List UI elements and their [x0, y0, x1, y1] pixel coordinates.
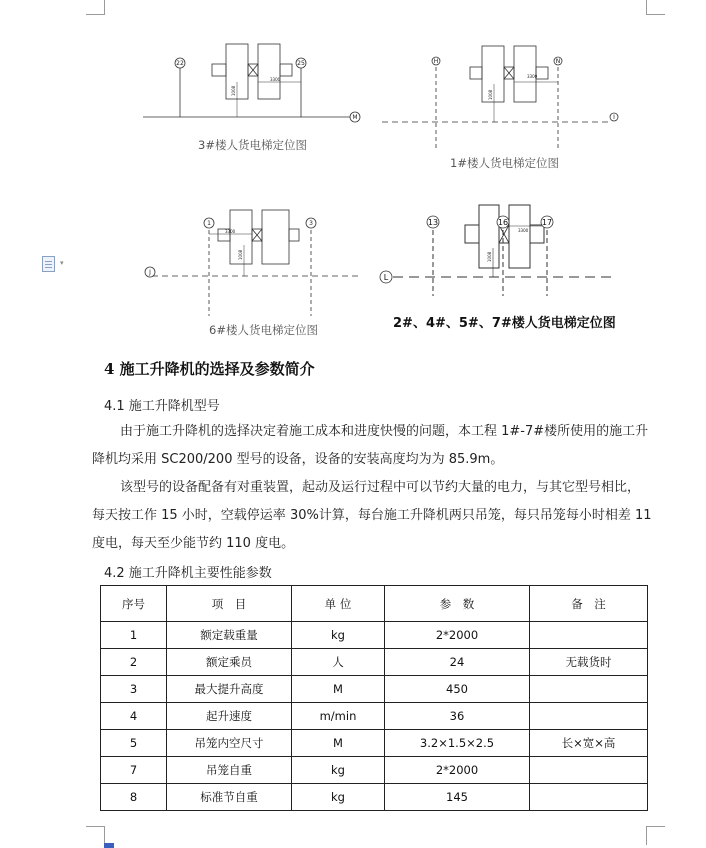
diagram-3-building — [143, 44, 352, 117]
diagram-caption: 6#楼人货电梯定位图 — [209, 323, 318, 337]
dimension-label: 1008 — [238, 249, 243, 260]
table-cell: m/min — [292, 703, 385, 730]
table-cell: 36 — [385, 703, 530, 730]
table-cell: 人 — [292, 649, 385, 676]
axis-label: M — [352, 114, 358, 121]
dimension-label: 1008 — [488, 89, 493, 100]
table-cell: 吊笼内空尺寸 — [167, 730, 292, 757]
diagram-1-building — [382, 46, 612, 150]
table-row — [101, 676, 648, 703]
axis-label: J — [149, 269, 151, 276]
cursor-marker — [104, 843, 114, 848]
table-cell: kg — [292, 622, 385, 649]
table-cell: 无载货时 — [530, 649, 648, 676]
table-cell — [530, 676, 648, 703]
table-cell: 额定载重量 — [167, 622, 292, 649]
table-cell: 2*2000 — [385, 622, 530, 649]
axis-label: 16 — [497, 218, 509, 227]
table-row — [101, 703, 648, 730]
table-cell: M — [292, 676, 385, 703]
axis-label: 1 — [207, 220, 211, 227]
table-cell: 7 — [101, 757, 167, 784]
subsection-title: 4.2 施工升降机主要性能参数 — [104, 566, 272, 581]
table-cell: 3.2×1.5×2.5 — [385, 730, 530, 757]
table-cell: 最大提升高度 — [167, 676, 292, 703]
table-cell: 额定乘员 — [167, 649, 292, 676]
dimension-label: 3300 — [527, 74, 538, 79]
column-header: 项 目 — [167, 586, 292, 622]
column-header: 参 数 — [385, 586, 530, 622]
table-cell: 145 — [385, 784, 530, 811]
table-cell: 起升速度 — [167, 703, 292, 730]
dimension-label: 1008 — [231, 85, 236, 96]
dimension-label: 1008 — [487, 251, 492, 262]
table-row — [101, 622, 648, 649]
table-cell — [530, 784, 648, 811]
diagram-caption: 3#楼人货电梯定位图 — [198, 138, 307, 152]
dimension-label: 3300 — [518, 228, 529, 233]
dimension-label: 3300 — [270, 77, 281, 82]
paragraph: 该型号的设备配备有对重装置，起动及运行过程中可以节约大量的电力，与其它型号相比，每天按工作 15 小时，空载停运率 30%计算，每台施工升降机两只吊笼，每只吊笼每小时相差 11 度电，每天至少能节约 110 度电。 — [92, 480, 652, 551]
chevron-down-icon[interactable]: ▾ — [60, 259, 64, 267]
axis-label: 22 — [176, 60, 184, 67]
table-row — [101, 730, 648, 757]
table-cell: kg — [292, 784, 385, 811]
table-cell: M — [292, 730, 385, 757]
parameters-table — [100, 585, 648, 811]
table-cell — [530, 703, 648, 730]
diagrams-svg — [0, 0, 706, 345]
table-header-row — [101, 586, 648, 622]
table-cell: 8 — [101, 784, 167, 811]
table-cell: 5 — [101, 730, 167, 757]
section-heading: 4 施工升降机的选择及参数简介 — [104, 360, 315, 378]
axis-label: L — [383, 273, 389, 282]
axis-label: 3 — [309, 220, 313, 227]
axis-label: N — [555, 58, 561, 65]
table-cell: 3 — [101, 676, 167, 703]
table-row — [101, 649, 648, 676]
table-row — [101, 757, 648, 784]
table-cell: 450 — [385, 676, 530, 703]
page-corner-mark — [86, 826, 105, 845]
axis-label: 13 — [427, 218, 439, 227]
axis-label: 17 — [541, 218, 553, 227]
table-cell: 24 — [385, 649, 530, 676]
table-cell: 吊笼自重 — [167, 757, 292, 784]
table-cell: 标准节自重 — [167, 784, 292, 811]
table-cell: 长×宽×高 — [530, 730, 648, 757]
table-cell: 2*2000 — [385, 757, 530, 784]
table-row — [101, 784, 648, 811]
table-cell — [530, 757, 648, 784]
axis-label: 25 — [297, 60, 305, 67]
table-cell: 1 — [101, 622, 167, 649]
elevator-positioning-diagrams — [0, 0, 706, 345]
subsection-title: 4.1 施工升降机型号 — [104, 399, 220, 414]
table-cell — [530, 622, 648, 649]
diagram-caption: 1#楼人货电梯定位图 — [450, 156, 559, 170]
diagram-caption: 2#、4#、5#、7#楼人货电梯定位图 — [393, 316, 616, 331]
dimension-label: 3300 — [225, 229, 236, 234]
diagram-6-building — [152, 210, 360, 316]
table-cell: 4 — [101, 703, 167, 730]
column-header: 序号 — [101, 586, 167, 622]
table-cell: 2 — [101, 649, 167, 676]
paragraph: 由于施工升降机的选择决定着施工成本和进度快慢的问题，本工程 1#-7#楼所使用的施工升降机均采用 SC200/200 型号的设备，设备的安装高度均为为 85.9m。 — [92, 424, 649, 467]
column-header: 备 注 — [530, 586, 648, 622]
axis-label: H — [433, 58, 439, 65]
page-corner-mark — [646, 826, 665, 845]
axis-label: I — [613, 114, 615, 121]
table-cell: kg — [292, 757, 385, 784]
column-header: 单 位 — [292, 586, 385, 622]
